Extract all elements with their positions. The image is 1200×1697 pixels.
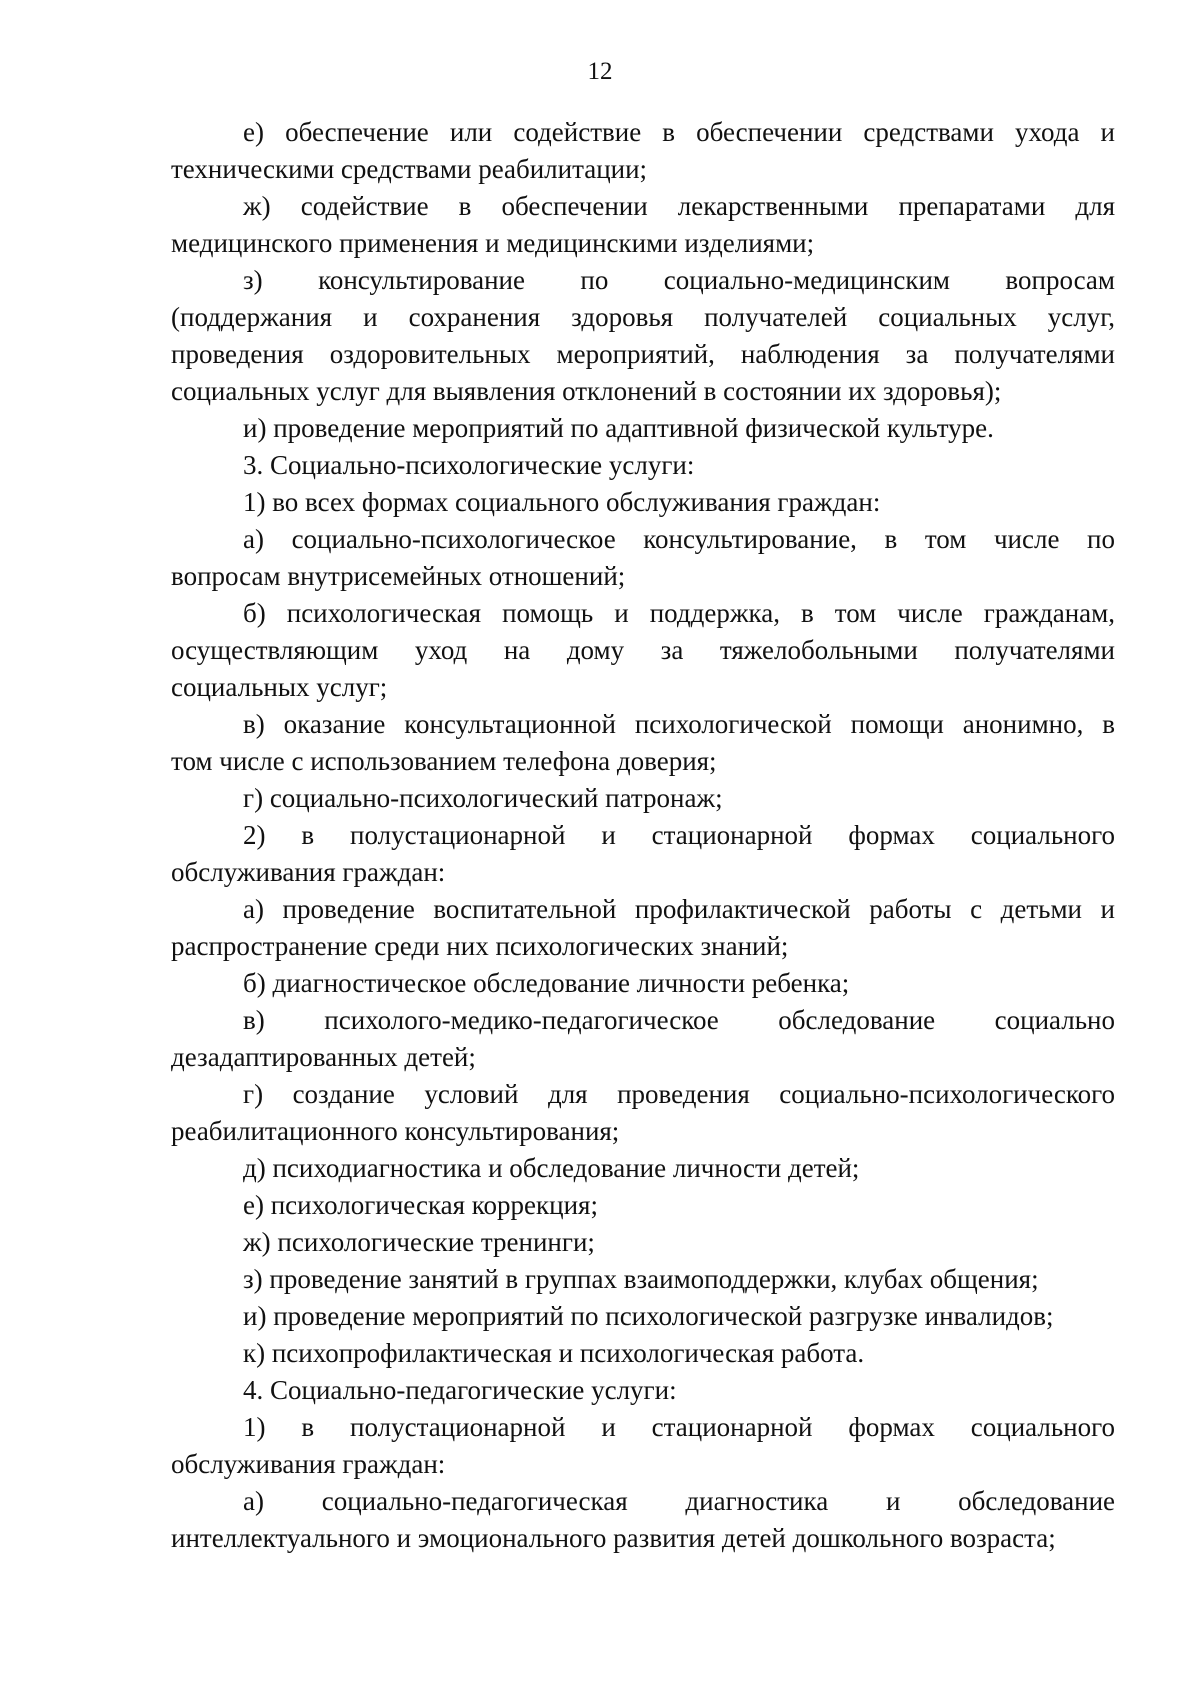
paragraph — [171, 1483, 1115, 1557]
paragraph — [171, 410, 1115, 447]
paragraph — [171, 1372, 1115, 1409]
paragraph — [171, 780, 1115, 817]
paragraph — [171, 1224, 1115, 1261]
page-number: 12 — [587, 58, 613, 85]
paragraph-line: социальных услуг; — [171, 672, 388, 702]
paragraph — [171, 891, 1115, 965]
paragraph — [171, 706, 1115, 780]
paragraph-line: обслуживания граждан: — [171, 1449, 446, 1479]
paragraph — [171, 447, 1115, 484]
paragraph-line: и) проведение мероприятий по психологической разгрузке инвалидов; — [243, 1301, 1054, 1331]
paragraph — [171, 188, 1115, 262]
paragraph-line: б) психологическая помощь и поддержка, в том числе гражданам, — [243, 598, 1115, 628]
paragraph-line: а) проведение воспитательной профилактической работы с детьми и — [243, 894, 1115, 924]
paragraph-line: 1) в полустационарной и стационарной формах социального — [243, 1412, 1115, 1442]
paragraph-line: обслуживания граждан: — [171, 857, 446, 887]
paragraph-line: з) проведение занятий в группах взаимоподдержки, клубах общения; — [243, 1264, 1039, 1294]
paragraph-line: реабилитационного консультирования; — [171, 1116, 620, 1146]
paragraph-line: к) психопрофилактическая и психологическая работа. — [243, 1338, 865, 1368]
paragraph — [171, 1335, 1115, 1372]
paragraph-line: том числе с использованием телефона доверия; — [171, 746, 717, 776]
paragraph-line: а) социально-педагогическая диагностика и обследование — [243, 1486, 1115, 1516]
paragraph-line: вопросам внутрисемейных отношений; — [171, 561, 626, 591]
paragraph-line: б) диагностическое обследование личности ребенка; — [243, 968, 850, 998]
paragraph-line: д) психодиагностика и обследование личности детей; — [243, 1153, 860, 1183]
paragraph — [171, 262, 1115, 410]
paragraph — [171, 965, 1115, 1002]
paragraph-line: е) психологическая коррекция; — [243, 1190, 598, 1220]
paragraph-line: ж) содействие в обеспечении лекарственными препаратами для — [243, 191, 1115, 221]
paragraph-line: 4. Социально-педагогические услуги: — [243, 1375, 677, 1405]
paragraph — [171, 1409, 1115, 1483]
paragraph-line: г) социально-психологический патронаж; — [243, 783, 723, 813]
paragraph-line: социальных услуг для выявления отклонений в состоянии их здоровья); — [171, 376, 1002, 406]
paragraph-line: ж) психологические тренинги; — [243, 1227, 595, 1257]
paragraph-line: 2) в полустационарной и стационарной формах социального — [243, 820, 1115, 850]
paragraph — [171, 1298, 1115, 1335]
document-body — [171, 114, 1115, 1557]
paragraph — [171, 114, 1115, 188]
paragraph-line: (поддержания и сохранения здоровья получателей социальных услуг, — [171, 302, 1115, 332]
paragraph-line: з) консультирование по социально-медицинским вопросам — [243, 265, 1115, 295]
paragraph-line: е) обеспечение или содействие в обеспечении средствами ухода и — [243, 117, 1115, 147]
paragraph-line: 1) во всех формах социального обслуживания граждан: — [243, 487, 881, 517]
paragraph-line: распространение среди них психологических знаний; — [171, 931, 789, 961]
paragraph-line: 3. Социально-психологические услуги: — [243, 450, 695, 480]
paragraph-line: г) создание условий для проведения социально-психологического — [243, 1079, 1115, 1109]
paragraph-line: проведения оздоровительных мероприятий, наблюдения за получателями — [171, 339, 1115, 369]
paragraph — [171, 1150, 1115, 1187]
paragraph — [171, 595, 1115, 706]
paragraph — [171, 1187, 1115, 1224]
paragraph-line: а) социально-психологическое консультирование, в том числе по — [243, 524, 1115, 554]
paragraph-line: в) психолого-медико-педагогическое обследование социально — [243, 1005, 1115, 1035]
paragraph-line: осуществляющим уход на дому за тяжелобольными получателями — [171, 635, 1115, 665]
paragraph — [171, 484, 1115, 521]
paragraph — [171, 521, 1115, 595]
paragraph — [171, 817, 1115, 891]
paragraph-line: медицинского применения и медицинскими изделиями; — [171, 228, 815, 258]
paragraph — [171, 1261, 1115, 1298]
paragraph-line: интеллектуального и эмоционального развития детей дошкольного возраста; — [171, 1523, 1056, 1553]
paragraph-line: дезадаптированных детей; — [171, 1042, 476, 1072]
paragraph-line: и) проведение мероприятий по адаптивной физической культуре. — [243, 413, 994, 443]
paragraph-line: в) оказание консультационной психологической помощи анонимно, в — [243, 709, 1115, 739]
paragraph-line: техническими средствами реабилитации; — [171, 154, 648, 184]
paragraph — [171, 1002, 1115, 1076]
paragraph — [171, 1076, 1115, 1150]
